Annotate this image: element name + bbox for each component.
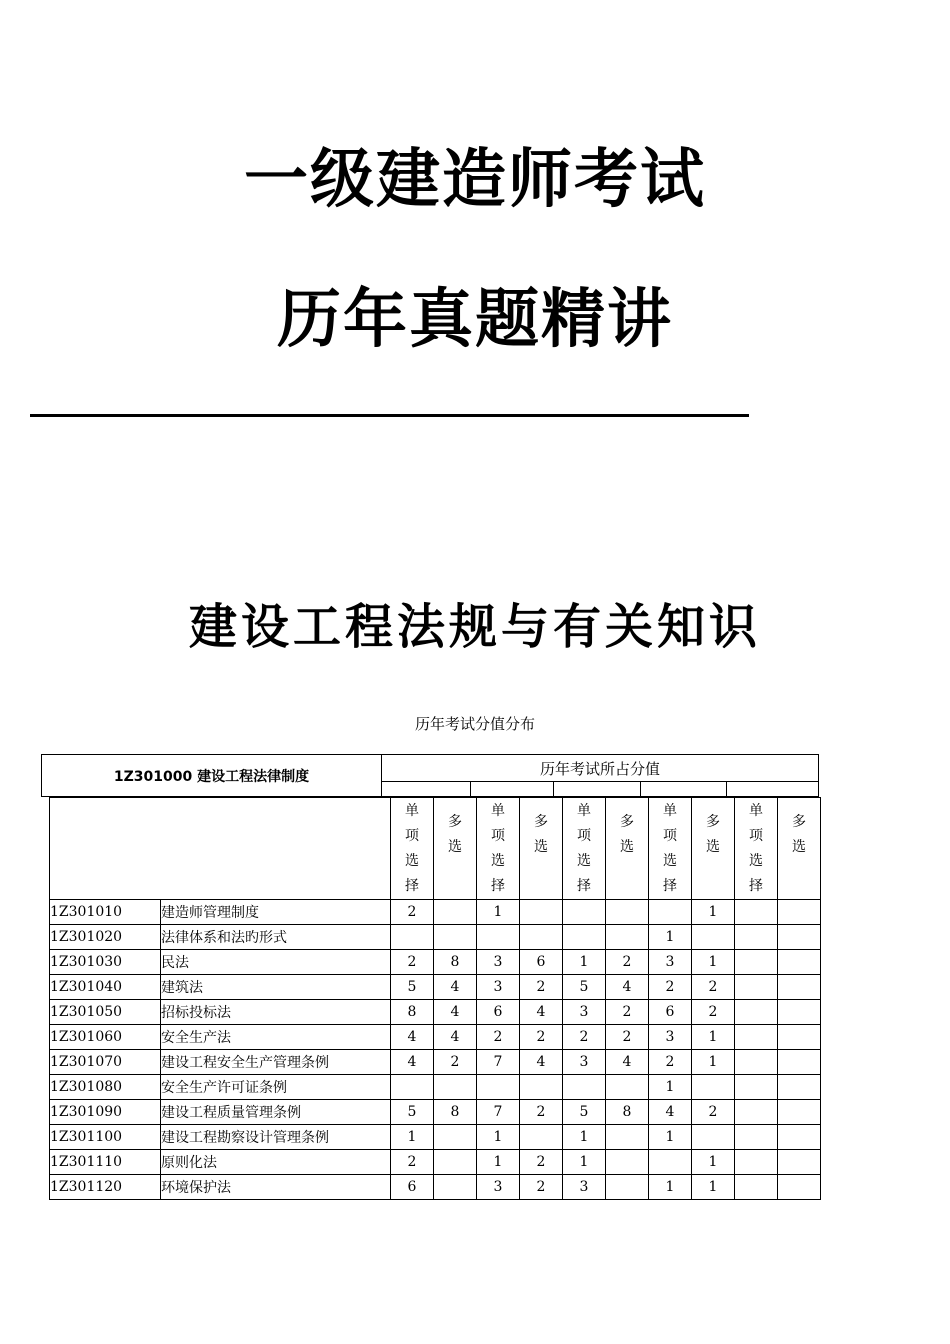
row-code: 1Z301100 [50,1125,161,1150]
score-cell [520,900,563,925]
row-name: 建设工程安全生产管理条例 [161,1050,391,1075]
score-cell [735,950,778,975]
column-label-text: 多选 [620,814,634,855]
row-name: 建筑法 [161,975,391,1000]
score-cell [692,925,735,950]
score-cell [735,1150,778,1175]
score-cell: 4 [606,1050,649,1075]
score-cell: 2 [563,1025,606,1050]
multi-choice-label [692,798,735,900]
score-cell: 4 [520,1050,563,1075]
score-cell [434,900,477,925]
column-label-row [50,798,821,900]
column-label-text: 单项选择 [577,802,591,894]
header-divider [470,782,471,796]
row-code: 1Z301090 [50,1100,161,1125]
score-cell [649,1150,692,1175]
score-cell: 1 [649,1175,692,1200]
row-name: 安全生产法 [161,1025,391,1050]
score-cell [735,900,778,925]
table-row [50,1125,821,1150]
score-cell: 4 [434,975,477,1000]
score-cell: 3 [563,1000,606,1025]
score-cell: 1 [692,1150,735,1175]
subject-heading: 建设工程法规与有关知识 [188,599,761,655]
row-name: 民法 [161,950,391,975]
column-label-text: 单项选择 [405,802,419,894]
score-cell: 4 [434,1000,477,1025]
score-cell [434,1150,477,1175]
row-code: 1Z301010 [50,900,161,925]
score-cell [735,1050,778,1075]
single-choice-label [563,798,606,900]
score-cell [735,1075,778,1100]
score-cell [692,1125,735,1150]
row-name: 招标投标法 [161,1000,391,1025]
score-cell: 2 [520,1025,563,1050]
row-code: 1Z301030 [50,950,161,975]
row-name: 安全生产许可证条例 [161,1075,391,1100]
row-name: 建设工程勘察设计管理条例 [161,1125,391,1150]
score-cell [735,975,778,1000]
score-cell [778,1175,821,1200]
score-cell: 1 [477,900,520,925]
score-cell: 5 [391,1100,434,1125]
score-cell: 5 [563,1100,606,1125]
score-cell [434,1125,477,1150]
score-cell: 4 [520,1000,563,1025]
score-cell [778,950,821,975]
score-cell: 5 [391,975,434,1000]
score-cell [434,1075,477,1100]
score-cell: 2 [520,1175,563,1200]
table-row [50,900,821,925]
score-cell [391,925,434,950]
score-cell: 2 [477,1025,520,1050]
score-cell: 1 [692,950,735,975]
table-row [50,1100,821,1125]
table-row [50,1150,821,1175]
score-cell: 1 [477,1125,520,1150]
score-cell [778,1100,821,1125]
score-cell: 2 [606,1000,649,1025]
score-cell: 8 [391,1000,434,1025]
table-row [50,1175,821,1200]
score-cell: 6 [520,950,563,975]
score-cell: 3 [649,950,692,975]
score-cell: 1 [563,950,606,975]
score-cell: 1 [563,1125,606,1150]
row-name: 法律体系和法旳形式 [161,925,391,950]
column-label-text: 单项选择 [663,802,677,894]
document-subtitle: 历年真题精讲 [277,283,673,357]
score-cell: 1 [692,900,735,925]
score-cell: 2 [649,975,692,1000]
table-row [50,975,821,1000]
score-cell [563,900,606,925]
score-cell: 2 [692,1000,735,1025]
score-cell [606,900,649,925]
score-cell: 1 [563,1150,606,1175]
score-table-body [50,798,821,1200]
table-row [50,1050,821,1075]
score-cell [778,1075,821,1100]
multi-choice-label [520,798,563,900]
score-cell [778,1150,821,1175]
score-cell [563,925,606,950]
score-cell [778,975,821,1000]
row-code: 1Z301050 [50,1000,161,1025]
score-cell: 6 [649,1000,692,1025]
column-label-text: 多选 [706,814,720,855]
score-cell: 4 [434,1025,477,1050]
score-cell: 2 [692,975,735,1000]
score-cell: 3 [477,1175,520,1200]
score-cell: 2 [434,1050,477,1075]
score-cell: 6 [477,1000,520,1025]
column-label-text: 单项选择 [491,802,505,894]
score-cell: 3 [649,1025,692,1050]
score-cell [778,925,821,950]
table-row [50,950,821,975]
score-cell: 1 [477,1150,520,1175]
score-cell [606,1125,649,1150]
score-cell: 4 [606,975,649,1000]
score-cell [477,925,520,950]
header-divider [553,782,554,796]
score-cell: 2 [606,950,649,975]
row-code: 1Z301120 [50,1175,161,1200]
header-divider [726,782,727,796]
score-cell: 7 [477,1050,520,1075]
score-cell: 4 [649,1100,692,1125]
score-cell: 4 [391,1025,434,1050]
score-cell: 1 [649,1125,692,1150]
single-choice-label [391,798,434,900]
score-cell: 3 [563,1050,606,1075]
score-cell: 1 [692,1175,735,1200]
row-code: 1Z301040 [50,975,161,1000]
blank-header-cell [50,798,391,900]
score-cell: 2 [520,1100,563,1125]
score-cell: 2 [391,950,434,975]
score-cell [649,900,692,925]
table-row [50,925,821,950]
score-cell: 1 [692,1050,735,1075]
score-cell [735,1100,778,1125]
score-cell [606,1150,649,1175]
single-choice-label [477,798,520,900]
table-row [50,1025,821,1050]
score-cell: 3 [477,975,520,1000]
score-cell: 8 [434,950,477,975]
score-cell: 1 [649,925,692,950]
score-cell [778,1025,821,1050]
score-cell: 2 [606,1025,649,1050]
score-cell: 5 [563,975,606,1000]
score-table [49,797,821,1200]
score-cell: 2 [391,1150,434,1175]
score-cell: 4 [391,1050,434,1075]
score-cell: 1 [692,1025,735,1050]
multi-choice-label [434,798,477,900]
table-header [41,754,819,797]
row-code: 1Z301060 [50,1025,161,1050]
score-cell [735,1000,778,1025]
score-cell: 2 [692,1100,735,1125]
row-code: 1Z301020 [50,925,161,950]
score-cell: 3 [563,1175,606,1200]
score-cell: 2 [649,1050,692,1075]
row-name: 环境保护法 [161,1175,391,1200]
single-choice-label [649,798,692,900]
score-cell [606,1075,649,1100]
score-cell: 1 [649,1075,692,1100]
score-cell [520,925,563,950]
score-cell [606,1175,649,1200]
score-cell [391,1075,434,1100]
multi-choice-label [778,798,821,900]
score-cell: 8 [434,1100,477,1125]
score-cell [778,1050,821,1075]
score-cell: 6 [391,1175,434,1200]
row-name: 原则化法 [161,1150,391,1175]
score-cell [477,1075,520,1100]
score-cell [563,1075,606,1100]
header-divider [640,782,641,796]
table-row [50,1075,821,1100]
score-cell [520,1125,563,1150]
score-cell [735,1025,778,1050]
chapter-title: 1Z301000 建设工程法律制度 [42,755,382,796]
score-cell: 2 [391,900,434,925]
score-cell [778,1125,821,1150]
score-cell [606,925,649,950]
score-cell: 2 [520,1150,563,1175]
score-cell: 1 [391,1125,434,1150]
score-cell [735,1175,778,1200]
score-cell [692,1075,735,1100]
multi-choice-label [606,798,649,900]
column-label-text: 单项选择 [749,802,763,894]
score-cell: 2 [520,975,563,1000]
title-divider [30,414,749,417]
row-code: 1Z301080 [50,1075,161,1100]
score-cell [778,900,821,925]
row-code: 1Z301070 [50,1050,161,1075]
score-cell [778,1000,821,1025]
document-title: 一级建造师考试 [244,143,706,217]
score-cell [434,925,477,950]
row-code: 1Z301110 [50,1150,161,1175]
score-cell: 8 [606,1100,649,1125]
table-row [50,1000,821,1025]
score-cell: 3 [477,950,520,975]
single-choice-label [735,798,778,900]
score-cell [434,1175,477,1200]
score-cell: 7 [477,1100,520,1125]
column-label-text: 多选 [448,814,462,855]
score-cell [520,1075,563,1100]
row-name: 建设工程质量管理条例 [161,1100,391,1125]
table-caption: 历年考试分值分布 [414,715,535,733]
row-name: 建造师管理制度 [161,900,391,925]
column-label-text: 多选 [534,814,548,855]
score-header: 历年考试所占分值 [382,755,818,782]
score-cell [735,925,778,950]
column-label-text: 多选 [792,814,806,855]
score-cell [735,1125,778,1150]
